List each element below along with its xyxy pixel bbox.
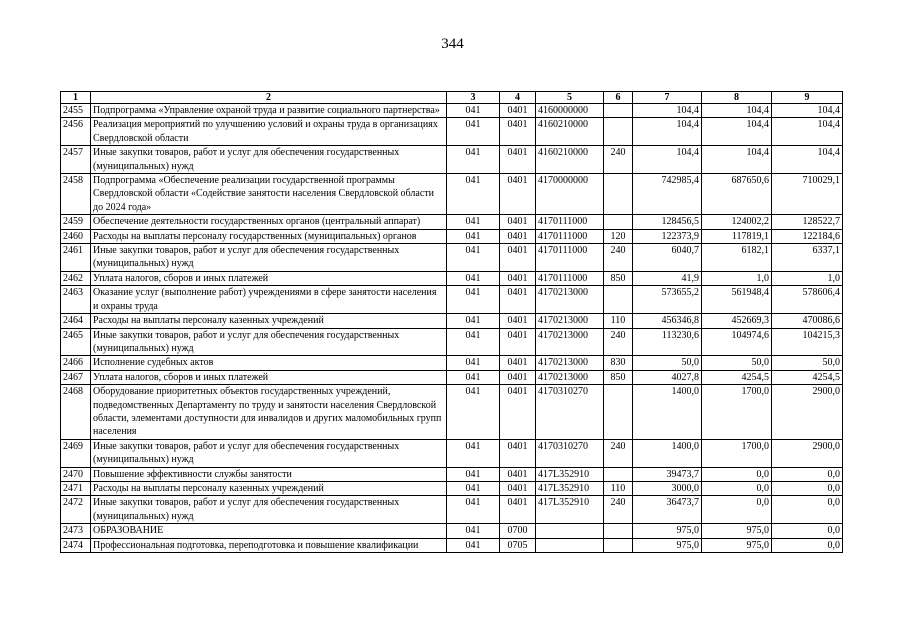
- table-row: [61, 314, 843, 328]
- amount-year3-cell: 0,0: [772, 481, 843, 495]
- item-name-cell: Оборудование приоритетных объектов государственных учреждений, подведомственных Департаменту по труду и занятости населения Свердловской области, элементами доступности для инвалидов и других маломобильных групп населения: [91, 385, 447, 440]
- amount-year1-cell: 50,0: [633, 356, 702, 370]
- amount-year3-cell: 128522,7: [772, 215, 843, 229]
- section-code-cell: 0700: [500, 524, 536, 538]
- item-name-cell: Расходы на выплаты персоналу казенных учреждений: [91, 481, 447, 495]
- ministry-code-cell: 041: [447, 118, 500, 146]
- ministry-code-cell: 041: [447, 496, 500, 524]
- row-number-cell: 2458: [61, 174, 91, 215]
- target-code-cell: 4170000000: [536, 174, 604, 215]
- amount-year2-cell: 104974,6: [702, 328, 772, 356]
- header-cell: 7: [633, 92, 702, 104]
- expense-type-cell: [604, 104, 633, 118]
- row-number-cell: 2456: [61, 118, 91, 146]
- target-code-cell: 4170213000: [536, 314, 604, 328]
- header-cell: 8: [702, 92, 772, 104]
- amount-year3-cell: 0,0: [772, 538, 843, 552]
- expense-type-cell: 240: [604, 496, 633, 524]
- table-row: [61, 328, 843, 356]
- amount-year3-cell: 4254,5: [772, 370, 843, 384]
- header-cell: 1: [61, 92, 91, 104]
- amount-year2-cell: 0,0: [702, 481, 772, 495]
- item-name-cell: Иные закупки товаров, работ и услуг для обеспечения государственных (муниципальных) нужд: [91, 439, 447, 467]
- header-cell: 4: [500, 92, 536, 104]
- item-name-cell: Иные закупки товаров, работ и услуг для обеспечения государственных (муниципальных) нужд: [91, 244, 447, 272]
- row-number-cell: 2474: [61, 538, 91, 552]
- expense-type-cell: [604, 467, 633, 481]
- amount-year1-cell: 1400,0: [633, 385, 702, 440]
- section-code-cell: 0401: [500, 385, 536, 440]
- amount-year2-cell: 1700,0: [702, 385, 772, 440]
- amount-year1-cell: 1400,0: [633, 439, 702, 467]
- table-row: [61, 271, 843, 285]
- ministry-code-cell: 041: [447, 481, 500, 495]
- section-code-cell: 0401: [500, 467, 536, 481]
- section-code-cell: 0401: [500, 481, 536, 495]
- item-name-cell: Подпрограмма «Управление охраной труда и развитие социального партнерства»: [91, 104, 447, 118]
- amount-year2-cell: 561948,4: [702, 286, 772, 314]
- table-row: [61, 481, 843, 495]
- expense-type-cell: [604, 215, 633, 229]
- amount-year1-cell: 975,0: [633, 538, 702, 552]
- table-row: [61, 370, 843, 384]
- item-name-cell: Профессиональная подготовка, переподготовка и повышение квалификации: [91, 538, 447, 552]
- row-number-cell: 2460: [61, 229, 91, 243]
- row-number-cell: 2466: [61, 356, 91, 370]
- amount-year2-cell: 687650,6: [702, 174, 772, 215]
- amount-year3-cell: 104,4: [772, 118, 843, 146]
- target-code-cell: 4170111000: [536, 244, 604, 272]
- ministry-code-cell: 041: [447, 314, 500, 328]
- table-row: [61, 439, 843, 467]
- page-number: 344: [441, 36, 464, 52]
- amount-year2-cell: 6182,1: [702, 244, 772, 272]
- row-number-cell: 2470: [61, 467, 91, 481]
- section-code-cell: 0401: [500, 146, 536, 174]
- section-code-cell: 0401: [500, 271, 536, 285]
- amount-year3-cell: 104215,3: [772, 328, 843, 356]
- item-name-cell: Оказание услуг (выполнение работ) учреждениями в сфере занятости населения и охраны труда: [91, 286, 447, 314]
- row-number-cell: 2472: [61, 496, 91, 524]
- amount-year3-cell: 0,0: [772, 524, 843, 538]
- target-code-cell: 4160000000: [536, 104, 604, 118]
- table-row: [61, 104, 843, 118]
- item-name-cell: Иные закупки товаров, работ и услуг для обеспечения государственных (муниципальных) нужд: [91, 146, 447, 174]
- amount-year1-cell: 104,4: [633, 118, 702, 146]
- target-code-cell: 4170213000: [536, 286, 604, 314]
- section-code-cell: 0401: [500, 229, 536, 243]
- amount-year2-cell: 104,4: [702, 146, 772, 174]
- table-row: [61, 385, 843, 440]
- expense-type-cell: 240: [604, 439, 633, 467]
- row-number-cell: 2461: [61, 244, 91, 272]
- item-name-cell: Подпрограмма «Обеспечение реализации государственной программы Свердловской области «Содействие занятости населения Свердловской области до 2024 года»: [91, 174, 447, 215]
- amount-year3-cell: 0,0: [772, 496, 843, 524]
- amount-year1-cell: 122373,9: [633, 229, 702, 243]
- table-body: [61, 104, 843, 553]
- item-name-cell: Иные закупки товаров, работ и услуг для обеспечения государственных (муниципальных) нужд: [91, 328, 447, 356]
- expense-type-cell: [604, 118, 633, 146]
- item-name-cell: ОБРАЗОВАНИЕ: [91, 524, 447, 538]
- amount-year3-cell: 2900,0: [772, 385, 843, 440]
- expense-type-cell: [604, 385, 633, 440]
- target-code-cell: 4170213000: [536, 356, 604, 370]
- amount-year2-cell: 0,0: [702, 467, 772, 481]
- amount-year1-cell: 3000,0: [633, 481, 702, 495]
- row-number-cell: 2469: [61, 439, 91, 467]
- table-row: [61, 215, 843, 229]
- section-code-cell: 0401: [500, 104, 536, 118]
- amount-year2-cell: 4254,5: [702, 370, 772, 384]
- amount-year3-cell: 50,0: [772, 356, 843, 370]
- ministry-code-cell: 041: [447, 271, 500, 285]
- table-row: [61, 524, 843, 538]
- ministry-code-cell: 041: [447, 370, 500, 384]
- row-number-cell: 2455: [61, 104, 91, 118]
- item-name-cell: Расходы на выплаты персоналу казенных учреждений: [91, 314, 447, 328]
- section-code-cell: 0401: [500, 118, 536, 146]
- target-code-cell: 417L352910: [536, 481, 604, 495]
- section-code-cell: 0401: [500, 174, 536, 215]
- table-row: [61, 244, 843, 272]
- amount-year3-cell: 1,0: [772, 271, 843, 285]
- row-number-cell: 2464: [61, 314, 91, 328]
- amount-year1-cell: 113230,6: [633, 328, 702, 356]
- expense-type-cell: 830: [604, 356, 633, 370]
- table-row: [61, 146, 843, 174]
- section-code-cell: 0705: [500, 538, 536, 552]
- row-number-cell: 2465: [61, 328, 91, 356]
- expense-type-cell: 110: [604, 314, 633, 328]
- ministry-code-cell: 041: [447, 244, 500, 272]
- amount-year3-cell: 104,4: [772, 104, 843, 118]
- amount-year3-cell: 578606,4: [772, 286, 843, 314]
- target-code-cell: 4160210000: [536, 118, 604, 146]
- ministry-code-cell: 041: [447, 174, 500, 215]
- section-code-cell: 0401: [500, 370, 536, 384]
- amount-year2-cell: 124002,2: [702, 215, 772, 229]
- section-code-cell: 0401: [500, 314, 536, 328]
- amount-year1-cell: 41,9: [633, 271, 702, 285]
- amount-year1-cell: 36473,7: [633, 496, 702, 524]
- row-number-cell: 2473: [61, 524, 91, 538]
- ministry-code-cell: 041: [447, 104, 500, 118]
- amount-year2-cell: 117819,1: [702, 229, 772, 243]
- ministry-code-cell: 041: [447, 328, 500, 356]
- expense-type-cell: 240: [604, 328, 633, 356]
- item-name-cell: Исполнение судебных актов: [91, 356, 447, 370]
- item-name-cell: Иные закупки товаров, работ и услуг для обеспечения государственных (муниципальных) нужд: [91, 496, 447, 524]
- row-number-cell: 2459: [61, 215, 91, 229]
- row-number-cell: 2463: [61, 286, 91, 314]
- amount-year3-cell: 2900,0: [772, 439, 843, 467]
- item-name-cell: Реализация мероприятий по улучшению условий и охраны труда в организациях Свердловской области: [91, 118, 447, 146]
- amount-year2-cell: 975,0: [702, 524, 772, 538]
- amount-year1-cell: 573655,2: [633, 286, 702, 314]
- expense-type-cell: 850: [604, 370, 633, 384]
- amount-year3-cell: 710029,1: [772, 174, 843, 215]
- table-row: [61, 174, 843, 215]
- amount-year1-cell: 39473,7: [633, 467, 702, 481]
- header-cell: 2: [91, 92, 447, 104]
- ministry-code-cell: 041: [447, 146, 500, 174]
- amount-year2-cell: 104,4: [702, 118, 772, 146]
- amount-year1-cell: 104,4: [633, 146, 702, 174]
- section-code-cell: 0401: [500, 286, 536, 314]
- amount-year1-cell: 975,0: [633, 524, 702, 538]
- header-cell: 3: [447, 92, 500, 104]
- target-code-cell: 417L352910: [536, 467, 604, 481]
- amount-year2-cell: 50,0: [702, 356, 772, 370]
- amount-year3-cell: 104,4: [772, 146, 843, 174]
- row-number-cell: 2467: [61, 370, 91, 384]
- expense-type-cell: 110: [604, 481, 633, 495]
- expense-type-cell: [604, 524, 633, 538]
- expense-type-cell: [604, 174, 633, 215]
- row-number-cell: 2471: [61, 481, 91, 495]
- target-code-cell: 4170111000: [536, 229, 604, 243]
- table-row: [61, 356, 843, 370]
- target-code-cell: 417L352910: [536, 496, 604, 524]
- target-code-cell: 4170111000: [536, 215, 604, 229]
- amount-year3-cell: 470086,6: [772, 314, 843, 328]
- expense-type-cell: [604, 286, 633, 314]
- target-code-cell: [536, 524, 604, 538]
- table-row: [61, 467, 843, 481]
- section-code-cell: 0401: [500, 356, 536, 370]
- target-code-cell: 4170213000: [536, 370, 604, 384]
- ministry-code-cell: 041: [447, 385, 500, 440]
- ministry-code-cell: 041: [447, 467, 500, 481]
- ministry-code-cell: 041: [447, 215, 500, 229]
- section-code-cell: 0401: [500, 439, 536, 467]
- amount-year1-cell: 128456,5: [633, 215, 702, 229]
- target-code-cell: [536, 538, 604, 552]
- section-code-cell: 0401: [500, 328, 536, 356]
- amount-year1-cell: 104,4: [633, 104, 702, 118]
- amount-year1-cell: 456346,8: [633, 314, 702, 328]
- expense-type-cell: 240: [604, 146, 633, 174]
- expense-type-cell: 120: [604, 229, 633, 243]
- table-row: [61, 496, 843, 524]
- ministry-code-cell: 041: [447, 439, 500, 467]
- item-name-cell: Обеспечение деятельности государственных органов (центральный аппарат): [91, 215, 447, 229]
- amount-year2-cell: 1700,0: [702, 439, 772, 467]
- target-code-cell: 4160210000: [536, 146, 604, 174]
- expense-type-cell: 240: [604, 244, 633, 272]
- table-row: [61, 229, 843, 243]
- amount-year3-cell: 122184,6: [772, 229, 843, 243]
- target-code-cell: 4170310270: [536, 385, 604, 440]
- amount-year2-cell: 975,0: [702, 538, 772, 552]
- ministry-code-cell: 041: [447, 538, 500, 552]
- header-cell: 9: [772, 92, 843, 104]
- expense-type-cell: 850: [604, 271, 633, 285]
- amount-year2-cell: 1,0: [702, 271, 772, 285]
- row-number-cell: 2462: [61, 271, 91, 285]
- amount-year2-cell: 0,0: [702, 496, 772, 524]
- row-number-cell: 2468: [61, 385, 91, 440]
- row-number-cell: 2457: [61, 146, 91, 174]
- amount-year2-cell: 452669,3: [702, 314, 772, 328]
- expense-type-cell: [604, 538, 633, 552]
- table-row: [61, 118, 843, 146]
- amount-year1-cell: 742985,4: [633, 174, 702, 215]
- section-code-cell: 0401: [500, 496, 536, 524]
- ministry-code-cell: 041: [447, 286, 500, 314]
- header-row: [61, 92, 843, 104]
- header-cell: 6: [604, 92, 633, 104]
- amount-year2-cell: 104,4: [702, 104, 772, 118]
- amount-year1-cell: 4027,8: [633, 370, 702, 384]
- item-name-cell: Расходы на выплаты персоналу государственных (муниципальных) органов: [91, 229, 447, 243]
- amount-year3-cell: 0,0: [772, 467, 843, 481]
- target-code-cell: 4170111000: [536, 271, 604, 285]
- ministry-code-cell: 041: [447, 356, 500, 370]
- table-row: [61, 286, 843, 314]
- ministry-code-cell: 041: [447, 524, 500, 538]
- item-name-cell: Уплата налогов, сборов и иных платежей: [91, 370, 447, 384]
- section-code-cell: 0401: [500, 244, 536, 272]
- target-code-cell: 4170310270: [536, 439, 604, 467]
- budget-table: [60, 91, 843, 553]
- section-code-cell: 0401: [500, 215, 536, 229]
- target-code-cell: 4170213000: [536, 328, 604, 356]
- amount-year3-cell: 6337,1: [772, 244, 843, 272]
- amount-year1-cell: 6040,7: [633, 244, 702, 272]
- item-name-cell: Уплата налогов, сборов и иных платежей: [91, 271, 447, 285]
- header-cell: 5: [536, 92, 604, 104]
- ministry-code-cell: 041: [447, 229, 500, 243]
- table-row: [61, 538, 843, 552]
- item-name-cell: Повышение эффективности службы занятости: [91, 467, 447, 481]
